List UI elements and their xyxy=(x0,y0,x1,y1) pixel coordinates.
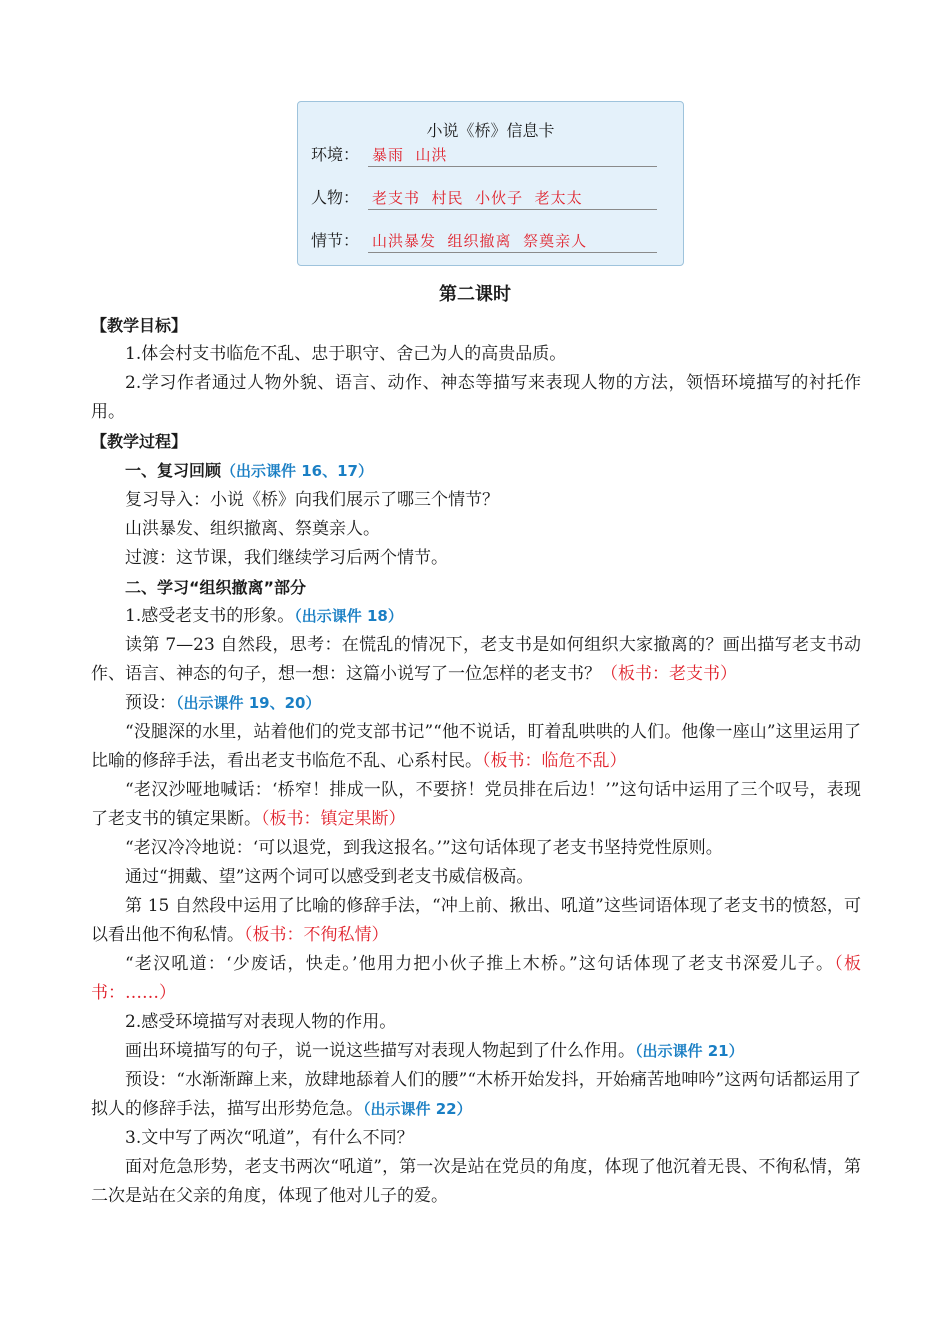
sub-item: 3.文中写了两次“吼道”，有什么不同？ xyxy=(125,1128,414,1148)
board-note: （板书：不徇私情） xyxy=(244,925,389,945)
sub-item: 2.感受环境描写对表现人物的作用。 xyxy=(125,1012,397,1032)
paragraph xyxy=(91,689,861,718)
goal-item: 2.学习作者通过人物外貌、语言、动作、神态等描写来表现人物的方法，领悟环境描写的衬托作用。 xyxy=(91,373,861,422)
paragraph xyxy=(91,631,861,689)
courseware-ref: （出示课件 19、20） xyxy=(176,694,321,712)
courseware-ref: （出示课件 21） xyxy=(635,1042,744,1060)
paragraph-text: 第 15 自然段中运用了比喻的修辞手法，“冲上前、揪出、吼道”这些词语体现了老支书的愤怒，可以看出他不徇私情。 xyxy=(91,896,861,945)
paragraph-text: 画出环境描写的句子，说一说这些描写对表现人物起到了什么作用。 xyxy=(125,1041,635,1061)
lesson-content xyxy=(91,311,861,1211)
courseware-ref: （出示课件 16、17） xyxy=(221,462,373,480)
paragraph xyxy=(91,950,861,1008)
process-heading: 【教学过程】 xyxy=(91,432,188,451)
sub-item-text: 1.感受老支书的形象。 xyxy=(125,606,295,626)
info-card xyxy=(297,101,684,266)
card-row-characters xyxy=(311,186,657,210)
paragraph: 面对危急形势，老支书两次“吼道”，第一次是站在党员的角度，体现了他沉着无畏、不徇私情，第二次是站在父亲的角度，体现了他对儿子的爱。 xyxy=(91,1157,861,1206)
paragraph: 山洪暴发、组织撤离、祭奠亲人。 xyxy=(125,519,380,539)
card-label: 人物： xyxy=(311,188,360,207)
paragraph-text: 预设：“水渐渐蹿上来，放肆地舔着人们的腰”“木桥开始发抖，开始痛苦地呻吟”这两句话都运用了拟人的修辞手法，描写出形势危急。 xyxy=(91,1070,861,1119)
card-value: 暴雨 山洪 xyxy=(368,144,657,167)
paragraph: 通过“拥戴、望”这两个词可以感受到老支书威信极高。 xyxy=(125,867,534,887)
lesson-title: 第二课时 xyxy=(439,284,511,305)
board-note: （板书：镇定果断） xyxy=(261,809,406,829)
section-1-heading xyxy=(91,456,861,486)
board-note: （板书：老支书） xyxy=(601,664,737,684)
paragraph-text: “老汉沙哑地喊话：‘桥窄！排成一队，不要挤！党员排在后边！’”这句话中运用了三个叹号，表现了老支书的镇定果断。 xyxy=(91,780,861,829)
paragraph xyxy=(91,776,861,834)
courseware-ref: （出示课件 18） xyxy=(294,607,403,625)
card-label: 环境： xyxy=(311,145,360,164)
paragraph: 复习导入：小说《桥》向我们展示了哪三个情节？ xyxy=(125,490,499,510)
paragraph xyxy=(91,1037,861,1066)
card-title: 小说《桥》信息卡 xyxy=(426,121,555,140)
paragraph-text: “没腿深的水里，站着他们的党支部书记”“他不说话，盯着乱哄哄的人们。他像一座山”这里运用了比喻的修辞手法，看出老支书临危不乱、心系村民。 xyxy=(91,722,861,771)
board-note: （板书：临危不乱） xyxy=(482,751,627,771)
paragraph xyxy=(91,718,861,776)
goals-heading: 【教学目标】 xyxy=(91,316,188,335)
paragraph: 过渡：这节课，我们继续学习后两个情节。 xyxy=(125,548,448,568)
card-value: 山洪暴发 组织撤离 祭奠亲人 xyxy=(368,230,657,253)
courseware-ref: （出示课件 22） xyxy=(363,1100,472,1118)
paragraph xyxy=(91,892,861,950)
section-title: 一、复习回顾 xyxy=(125,461,222,480)
card-value: 老支书 村民 小伙子 老太太 xyxy=(368,187,657,210)
paragraph-text: 读第 7—23 自然段，思考：在慌乱的情况下，老支书是如何组织大家撤离的？画出描写老支书动作、语言、神态的句子，想一想：这篇小说写了一位怎样的老支书？ xyxy=(91,635,861,684)
paragraph xyxy=(91,1066,861,1124)
paragraph-text: “老汉吼道：‘少废话，快走。’他用力把小伙子推上木桥。”这句话体现了老支书深爱儿子。 xyxy=(125,954,835,974)
card-label: 情节： xyxy=(311,231,360,250)
goal-item: 1.体会村支书临危不乱、忠于职守、舍己为人的高贵品质。 xyxy=(125,344,567,364)
card-row-plot xyxy=(311,229,657,253)
paragraph: “老汉冷冷地说：‘可以退党，到我这报名。’”这句话体现了老支书坚持党性原则。 xyxy=(125,838,723,858)
card-row-environment xyxy=(311,143,657,167)
preset-label: 预设： xyxy=(125,693,176,713)
section-2-heading: 二、学习“组织撤离”部分 xyxy=(125,578,307,597)
board-note: （板书：……） xyxy=(91,954,861,1003)
sub-item xyxy=(91,602,861,631)
